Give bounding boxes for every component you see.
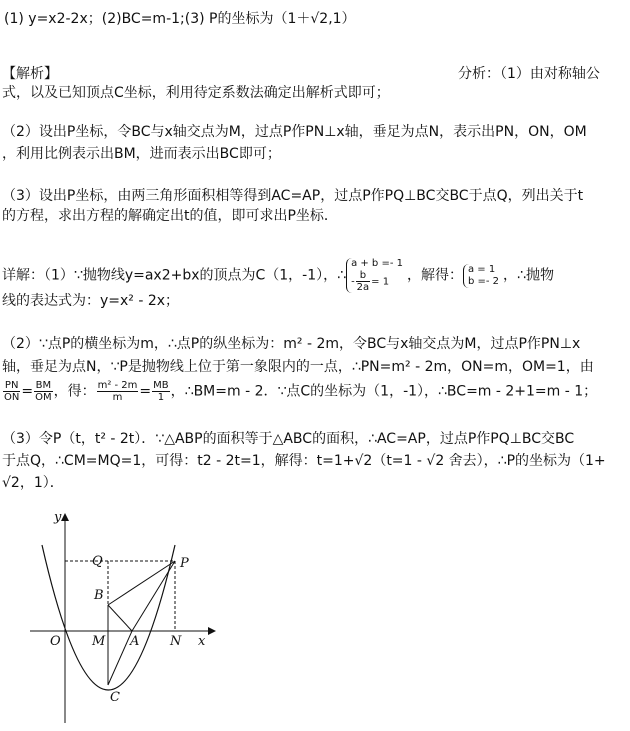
label-y: y [54, 510, 62, 525]
frac-pn: PN [4, 380, 19, 391]
detail-q2-line3: $\frac{PN}{ON}$ = $\frac{BM}{OM}$ ，得： $\frac{\text{m² - 2m}}{m}$ = $\frac{MB}{1}$ ，∴BM=m - 2．∵点C的坐标为（1，-1），∴BC=m - 2+1=m - 1； [4, 380, 598, 403]
analysis-p2-line2: ，利用比例表示出BM，进而表示出BC即可； [2, 146, 281, 162]
frac-1: 1 [157, 392, 165, 403]
sys1-fraction [356, 270, 371, 293]
frac-m2-2m: m² - 2m [97, 380, 138, 391]
sys2-eq-b: b =- 2 [467, 275, 500, 287]
label-q: Q [92, 554, 103, 569]
detail-q3-line3: √2，1）． [2, 475, 64, 491]
detail-q2-mid: ，得： [53, 383, 96, 400]
detail-q2-post: ，∴BM=m - 2．∵点C的坐标为（1，-1），∴BC=m - 2+1=m - 1； [170, 383, 598, 400]
sys2-eq-a: a = 1 [467, 263, 496, 275]
analysis-p3-line1: （3）设出P坐标，由两三角形面积相等得到AC=AP，过点P作PQ⊥BC交BC于点Q，列出关于t [2, 188, 584, 204]
frac-bm: BM [35, 380, 52, 391]
frac-on: ON [4, 392, 20, 403]
detail-q3-line2: 于点Q，∴CM=MQ=1，可得：t2 - 2t=1，解得：t=1+√2（t=1 - √2 舍去），∴P的坐标为（1+ [2, 453, 606, 469]
detail-q3-line1: （3）令P（t，t² - 2t）．∵△ABP的面积等于△ABC的面积，∴AC=AP，过点P作PQ⊥BC交BC [2, 431, 575, 447]
sys1-eq-a: a + b =- 1 [351, 258, 403, 269]
answer-line: (1) y=x2-2x；(2)BC=m-1;(3) P的坐标为（1＋√2,1） [4, 11, 356, 27]
y-axis-arrow [61, 513, 69, 521]
label-a: A [130, 634, 140, 649]
system-equations-2 [463, 264, 503, 288]
sys1-frac-den: 2a [356, 282, 370, 293]
line-ap [132, 561, 175, 631]
fraction-m2-2m-m [97, 380, 139, 403]
label-c: C [110, 690, 120, 705]
detail-q1-pre: 详解：（1）∵抛物线y=ax2+bx的顶点为C（1，-1），∴ [2, 267, 347, 284]
detail-q1-line2: 线的表达式为：y=x² - 2x； [2, 293, 180, 309]
system-equations-1 [346, 258, 407, 293]
parabola-figure [20, 505, 230, 727]
label-n: N [170, 634, 182, 649]
label-x: x [198, 634, 206, 649]
analysis-p2-line1: （2）设出P坐标，令BC与x轴交点为M，过点P作PN⊥x轴，垂足为点N，表示出PN，ON，OM [2, 124, 587, 140]
detail-q1-mid: ，解得： [406, 267, 463, 284]
detail-q1-line1 [2, 258, 554, 293]
analysis-p3-line2: 的方程，求出方程的解确定出t的值，即可求出P坐标． [2, 208, 338, 224]
frac-om: OM [35, 392, 52, 403]
sys1-minus: - [351, 276, 355, 288]
detail-q2-line1: （2）∵点P的横坐标为m，∴点P的纵坐标为：m² - 2m，令BC与x轴交点为M，过点P作PN⊥x [2, 336, 581, 352]
detail-q2-line2: 轴，垂足为点N，∵P是抛物线上位于第一象限内的一点，∴PN=m² - 2m，ON=m，OM=1，由 [2, 359, 594, 375]
label-o: O [50, 634, 61, 649]
analysis-label: 分析：（1）由对称轴公 [458, 66, 600, 82]
frac-mb: MB [153, 380, 169, 391]
fraction-mb-1 [152, 380, 170, 403]
label-p: P [180, 556, 189, 571]
section-tag: 【解析】 [2, 66, 58, 82]
x-axis-arrow [208, 627, 216, 635]
frac-m: m [112, 392, 123, 403]
analysis-p1: 式，以及已知顶点C坐标，利用待定系数法确定出解析式即可； [2, 85, 390, 101]
fraction-pn-on [3, 380, 20, 403]
line-ba [108, 605, 132, 631]
sys1-frac-num: b [356, 270, 371, 282]
label-b: B [94, 588, 104, 603]
fraction-bm-om [34, 380, 53, 403]
label-m: M [92, 634, 106, 649]
detail-q1-post: ，∴抛物 [503, 267, 554, 284]
sys1-eq-b-post: = 1 [371, 276, 390, 288]
